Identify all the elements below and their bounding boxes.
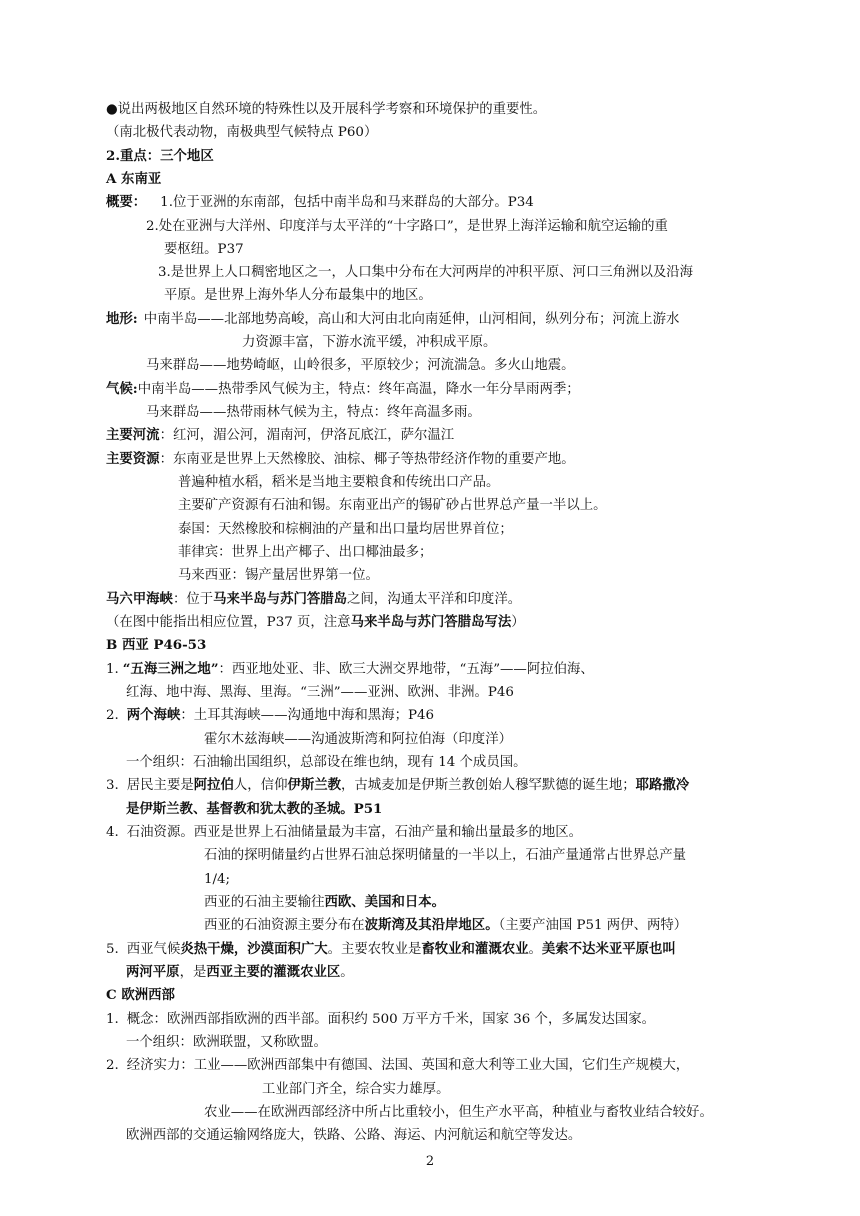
text-line: 马六甲海峡：位于马来半岛与苏门答腊岛之间，沟通太平洋和印度洋。 [106,591,522,607]
text-line: ●说出两极地区自然环境的特殊性以及开展科学考察和环境保护的重要性。 [106,102,547,117]
text-line: （南北极代表动物，南极典型气候特点 P60） [106,125,378,140]
section-heading: C 欧洲西部 [106,987,175,1003]
text-line: 农业——在欧洲西部经济中所占比重较小，但生产水平高，种植业与畜牧业结合较好。 [204,1105,713,1120]
text-line: 5. 西亚气候炎热干燥，沙漠面积广大。主要农牧业是畜牧业和灌溉农业。美索不达米亚平原也叫 [106,941,676,957]
text-line: 地形: 中南半岛——北部地势高峻，高山和大河由北向南延伸，山河相间，纵列分布；河流上游水 [106,311,680,327]
text-line: 平原。是世界上海外华人分布最集中的地区。 [164,288,432,303]
text-line: 力资源丰富，下游水流平缓，冲积成平原。 [242,335,497,350]
text-line: 一个组织：石油输出国组织，总部设在维也纳，现有 14 个成员国。 [126,755,527,770]
text-line: 工业部门齐全，综合实力雄厚。 [262,1082,450,1097]
text-line: 要枢纽。P37 [164,242,244,257]
text-line: 泰国：天然橡胶和棕榈油的产量和出口量均居世界首位； [178,522,513,537]
text-line: 马来西亚：锡产量居世界第一位。 [178,568,379,583]
text-line: 主要资源：东南亚是世界上天然橡胶、油棕、椰子等热带经济作物的重要产地。 [106,451,575,467]
text-line: 西亚的石油主要输往西欧、美国和日本。 [204,894,446,910]
text-line: 3. 居民主要是阿拉伯人，信仰伊斯兰教，古城麦加是伊斯兰教创始人穆罕默德的诞生地；耶路撒冷 [106,777,690,793]
text-line: 概要： 1.位于亚洲的东南部，包括中南半岛和马来群岛的大部分。P34 [106,194,534,210]
text-line: 2. 两个海峡：土耳其海峡——沟通地中海和黑海；P46 [106,707,435,723]
text-line: 一个组织：欧洲联盟，又称欧盟。 [126,1035,327,1050]
text-line: 主要河流：红河，湄公河，湄南河，伊洛瓦底江，萨尔温江 [106,427,455,443]
text-line: 马来群岛——地势崎岖，山岭很多，平原较少；河流湍急。多火山地震。 [146,358,575,373]
text-line: 是伊斯兰教、基督教和犹太教的圣城。P51 [126,801,383,817]
text-line: 霍尔木兹海峡——沟通波斯湾和阿拉伯海（印度洋） [204,732,512,747]
text-line: 3.是世界上人口稠密地区之一，人口集中分布在大河两岸的冲积平原、河口三角洲以及沿海 [158,265,694,280]
text-line: 4. 石油资源。西亚是世界上石油储量最为丰富，石油产量和输出量最多的地区。 [106,825,583,840]
text-line: 石油的探明储量约占世界石油总探明储量的一半以上，石油产量通常占世界总产量 [204,848,687,863]
text-line: 红海、地中海、黑海、里海。“三洲”——亚洲、欧洲、非洲。P46 [126,685,514,700]
text-line: 欧洲西部的交通运输网络庞大，铁路、公路、海运、内河航运和航空等发达。 [126,1128,582,1143]
text-line: 2. 经济实力：工业——欧洲西部集中有德国、法国、英国和意大利等工业大国，它们生产规模大， [106,1058,690,1073]
text-line: 普遍种植水稻，稻米是当地主要粮食和传统出口产品。 [178,475,500,490]
text-line: （在图中能指出相应位置，P37 页，注意马来半岛与苏门答腊岛写法） [106,614,525,630]
text-line: 马来群岛——热带雨林气候为主，特点：终年高温多雨。 [146,405,481,420]
text-line: 2.处在亚洲与大洋州、印度洋与太平洋的“十字路口”，是世界上海洋运输和航空运输的重 [146,219,668,234]
section-heading: A 东南亚 [106,171,162,187]
text-line: 气候:中南半岛——热带季风气候为主，特点：终年高温，降水一年分旱雨两季； [106,381,580,397]
page-number: 2 [425,1154,435,1169]
text-line: 西亚的石油资源主要分布在波斯湾及其沿岸地区。（主要产油国 P51 两伊、两特） [204,917,688,933]
section-heading: 2.重点：三个地区 [106,148,214,164]
text-line: 主要矿产资源有石油和锡。东南亚出产的锡矿砂占世界总产量一半以上。 [178,498,607,513]
text-line: 两河平原，是西亚主要的灌溉农业区。 [126,964,354,980]
text-line: 1. 概念：欧洲西部指欧洲的西半部。面积约 500 万平方千米，国家 36 个，多属发达国家。 [106,1012,656,1027]
text-line: 菲律宾：世界上出产椰子、出口椰油最多； [178,545,433,560]
section-heading: B 西亚 P46-53 [106,637,207,653]
text-line: 1. “五海三洲之地”：西亚地处亚、非、欧三大洲交界地带，“五海”——阿拉伯海、 [106,661,594,677]
text-line: 1/4; [204,872,231,887]
